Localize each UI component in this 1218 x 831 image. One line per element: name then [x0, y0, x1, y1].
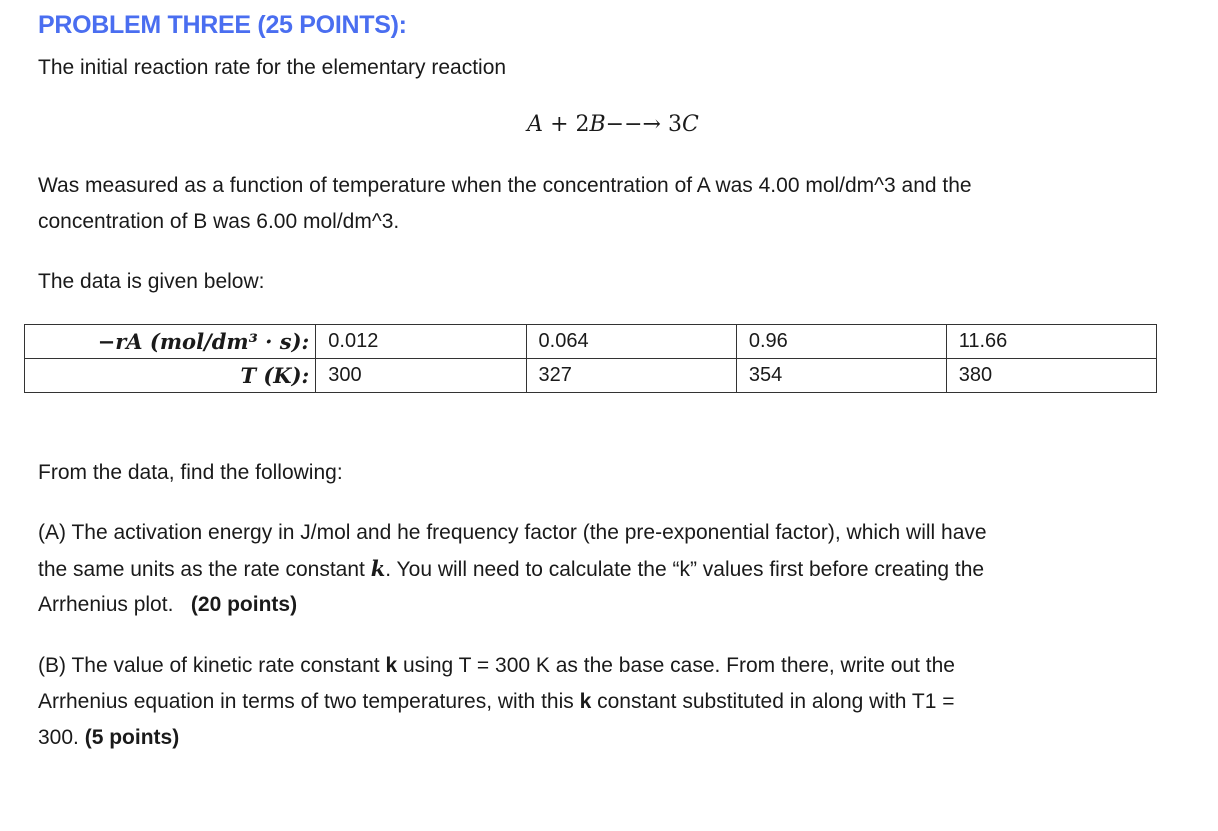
plus-sign: + [550, 112, 569, 137]
part-a-line-2-post: . You will need to calculate the “k” values first before creating the [385, 558, 985, 581]
k-symbol: k [370, 556, 386, 581]
part-b-line-2-pre: Arrhenius equation in terms of two temperatures, with this [38, 690, 580, 713]
temperature-label: T (K): [25, 359, 316, 393]
species-c: C [681, 112, 699, 137]
table-cell: 0.012 [316, 325, 526, 359]
part-b-line-3 [38, 720, 179, 756]
part-a-line-3 [38, 587, 297, 623]
part-a-line-2 [38, 551, 984, 588]
coeff-b: 2 [575, 112, 590, 137]
part-b-line-2-post: constant substituted in along with T1 = [591, 690, 955, 713]
part-b-line-1-post: using T = 300 K as the base case. From there, write out the [397, 654, 955, 677]
part-b-line-1-pre: (B) The value of kinetic rate constant [38, 654, 386, 677]
reaction-equation [0, 112, 1218, 137]
part-b-line-1 [38, 648, 955, 684]
part-a-line-2-pre: the same units as the rate constant [38, 558, 371, 581]
k-symbol: k [579, 690, 592, 713]
conditions-line-1: Was measured as a function of temperature when the concentration of A was 4.00 mol/dm^3 and the [38, 174, 972, 197]
table-row-temperature [25, 359, 1157, 393]
conditions-line-2: concentration of B was 6.00 mol/dm^3. [38, 210, 400, 233]
table-cell: 380 [946, 359, 1156, 393]
part-a-line-1: (A) The activation energy in J/mol and he frequency factor (the pre-exponential factor), which will have [38, 521, 987, 544]
part-b-line-2 [38, 684, 955, 720]
table-cell: 11.66 [946, 325, 1156, 359]
coeff-c: 3 [667, 112, 682, 137]
reaction-arrow: −−→ [605, 112, 661, 137]
species-b: B [589, 112, 606, 137]
k-symbol: k [385, 654, 398, 677]
find-intro: From the data, find the following: [38, 461, 343, 484]
part-a-line-3-text: Arrhenius plot. [38, 593, 174, 616]
part-b-points: (5 points) [84, 726, 180, 749]
data-intro: The data is given below: [38, 270, 265, 293]
table-cell: 0.96 [736, 325, 946, 359]
data-table [24, 324, 1157, 393]
intro-text: The initial reaction rate for the elementary reaction [38, 56, 507, 79]
table-cell: 0.064 [526, 325, 736, 359]
problem-heading: PROBLEM THREE (25 POINTS): [38, 11, 407, 39]
table-cell: 327 [526, 359, 736, 393]
table-cell: 300 [316, 359, 526, 393]
rate-label: −rA (mol/dm³ · s): [25, 325, 316, 359]
table-cell: 354 [736, 359, 946, 393]
part-b-line-3-text: 300. [38, 726, 79, 749]
species-a: A [527, 112, 544, 137]
table-row-rate [25, 325, 1157, 359]
part-a-points: (20 points) [190, 593, 298, 616]
